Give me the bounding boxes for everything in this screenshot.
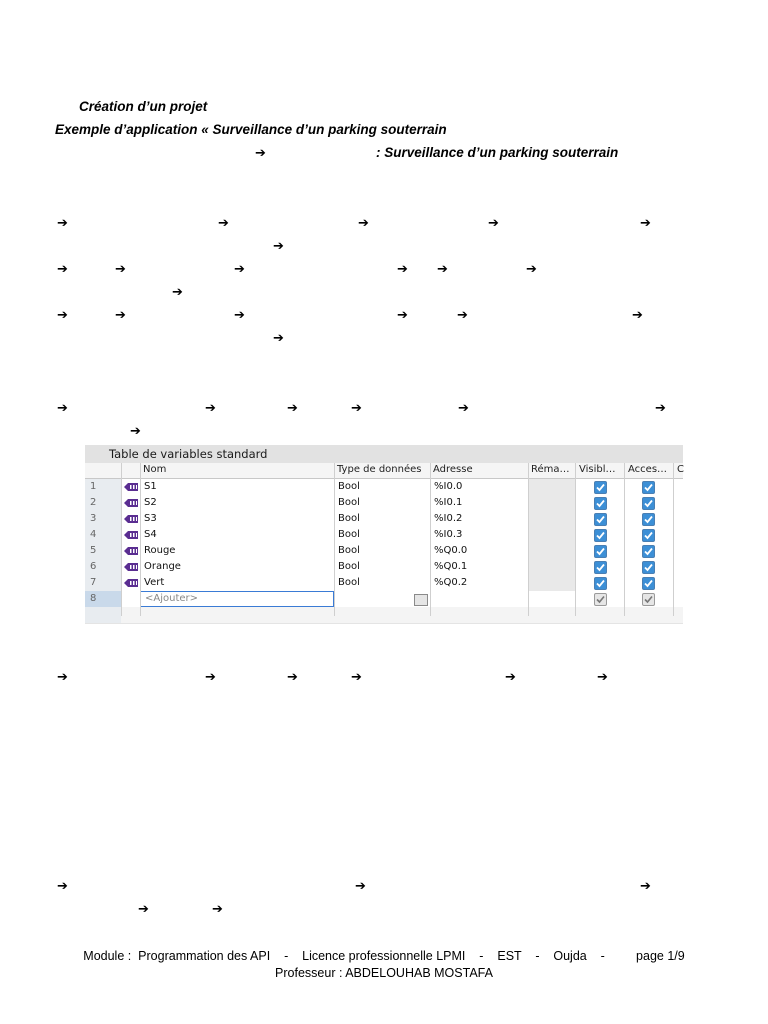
accessible-checkbox[interactable] — [642, 497, 655, 510]
col-header-accessible[interactable]: Acces… — [628, 464, 668, 475]
accessible-checkbox[interactable] — [642, 513, 655, 526]
visible-checkbox[interactable] — [594, 545, 607, 558]
footer-module-line: Module : Programmation des API - Licence professionnelle LPMI - EST - Oujda - page 1/9 — [83, 949, 685, 963]
remanence-cell[interactable] — [528, 511, 575, 527]
arrow-icon: ➔ — [255, 146, 266, 161]
heading-exemple-application: Exemple d’application « Surveillance d’un parking souterrain — [55, 122, 447, 137]
tag-type[interactable]: Bool — [338, 545, 360, 556]
tag-table — [85, 445, 683, 616]
arrow-icon: ➔ — [597, 670, 608, 685]
table-row[interactable] — [85, 543, 683, 560]
add-tag-placeholder: <Ajouter> — [145, 593, 199, 604]
arrow-icon: ➔ — [526, 262, 537, 277]
type-picker-button[interactable] — [414, 594, 428, 606]
tag-name[interactable]: Orange — [144, 561, 181, 572]
tag-icon — [124, 483, 138, 491]
arrow-icon: ➔ — [57, 262, 68, 277]
remanence-cell[interactable] — [528, 527, 575, 543]
tag-type[interactable]: Bool — [338, 577, 360, 588]
arrow-icon: ➔ — [234, 308, 245, 323]
arrow-icon: ➔ — [351, 401, 362, 416]
row-number-cell — [85, 607, 121, 623]
tag-type[interactable]: Bool — [338, 497, 360, 508]
accessible-checkbox[interactable] — [642, 529, 655, 542]
col-header-adresse[interactable]: Adresse — [433, 464, 473, 475]
tag-name[interactable]: S1 — [144, 481, 157, 492]
row-number-cell — [85, 495, 121, 511]
arrow-icon: ➔ — [57, 879, 68, 894]
arrow-icon: ➔ — [640, 879, 651, 894]
tag-type[interactable]: Bool — [338, 529, 360, 540]
arrow-icon: ➔ — [115, 262, 126, 277]
add-row[interactable] — [85, 591, 683, 608]
table-row[interactable] — [85, 575, 683, 592]
arrow-icon: ➔ — [488, 216, 499, 231]
arrow-icon: ➔ — [457, 308, 468, 323]
arrow-icon: ➔ — [234, 262, 245, 277]
arrow-icon: ➔ — [212, 902, 223, 917]
remanence-cell[interactable] — [528, 495, 575, 511]
visible-checkbox[interactable] — [594, 513, 607, 526]
table-row[interactable] — [85, 559, 683, 576]
row-number-cell — [85, 559, 121, 575]
visible-checkbox[interactable] — [594, 497, 607, 510]
tag-name[interactable]: Vert — [144, 577, 165, 588]
row-number-cell — [85, 527, 121, 543]
arrow-icon: ➔ — [57, 401, 68, 416]
col-header-nom[interactable]: Nom — [143, 464, 167, 475]
heading-creation-projet: Création d’un projet — [79, 99, 208, 114]
remanence-cell[interactable] — [528, 479, 575, 495]
add-tag-input[interactable] — [140, 591, 334, 607]
remanence-cell[interactable] — [528, 559, 575, 575]
arrow-icon: ➔ — [397, 262, 408, 277]
tag-type[interactable]: Bool — [338, 481, 360, 492]
row-number: 1 — [90, 481, 97, 492]
table-row[interactable] — [85, 479, 683, 496]
arrow-icon: ➔ — [205, 401, 216, 416]
tag-name[interactable]: Rouge — [144, 545, 176, 556]
row-number-cell — [85, 511, 121, 527]
arrow-icon: ➔ — [287, 670, 298, 685]
row-number: 6 — [90, 561, 97, 572]
tag-name[interactable]: S3 — [144, 513, 157, 524]
arrow-icon: ➔ — [57, 216, 68, 231]
tag-type[interactable]: Bool — [338, 561, 360, 572]
row-number-cell — [85, 575, 121, 591]
tag-address[interactable]: %I0.0 — [434, 481, 463, 492]
visible-checkbox[interactable] — [594, 481, 607, 494]
arrow-icon: ➔ — [458, 401, 469, 416]
arrow-icon: ➔ — [57, 308, 68, 323]
visible-checkbox[interactable] — [594, 561, 607, 574]
row-number: 8 — [90, 593, 97, 604]
tag-table-header — [85, 463, 683, 479]
accessible-checkbox[interactable] — [642, 545, 655, 558]
row-number: 3 — [90, 513, 97, 524]
tag-address[interactable]: %Q0.1 — [434, 561, 468, 572]
arrow-icon: ➔ — [115, 308, 126, 323]
arrow-icon: ➔ — [273, 331, 284, 346]
tag-icon — [124, 531, 138, 539]
empty-row — [85, 607, 683, 624]
tag-address[interactable]: %I0.2 — [434, 513, 463, 524]
col-header-remanence[interactable]: Réma… — [531, 464, 570, 475]
row-number: 2 — [90, 497, 97, 508]
arrow-icon: ➔ — [172, 285, 183, 300]
accessible-checkbox[interactable] — [642, 593, 655, 606]
arrow-icon: ➔ — [437, 262, 448, 277]
arrow-icon: ➔ — [351, 670, 362, 685]
accessible-checkbox[interactable] — [642, 481, 655, 494]
visible-checkbox[interactable] — [594, 593, 607, 606]
visible-checkbox[interactable] — [594, 577, 607, 590]
row-number: 7 — [90, 577, 97, 588]
table-row[interactable] — [85, 527, 683, 544]
heading-surveillance: : Surveillance d’un parking souterrain — [376, 145, 619, 160]
footer-professor-line: Professeur : ABDELOUHAB MOSTAFA — [275, 966, 493, 980]
arrow-icon: ➔ — [130, 424, 141, 439]
tag-name[interactable]: S2 — [144, 497, 157, 508]
arrow-icon: ➔ — [355, 879, 366, 894]
tag-icon — [124, 563, 138, 571]
arrow-icon: ➔ — [273, 239, 284, 254]
tag-icon — [124, 579, 138, 587]
arrow-icon: ➔ — [287, 401, 298, 416]
arrow-icon: ➔ — [505, 670, 516, 685]
row-number-cell — [85, 591, 121, 607]
arrow-icon: ➔ — [205, 670, 216, 685]
arrow-icon: ➔ — [655, 401, 666, 416]
table-row[interactable] — [85, 495, 683, 512]
row-number: 5 — [90, 545, 97, 556]
tag-address[interactable]: %I0.3 — [434, 529, 463, 540]
col-header-visible[interactable]: Visibl… — [579, 464, 616, 475]
accessible-checkbox[interactable] — [642, 561, 655, 574]
row-number: 4 — [90, 529, 97, 540]
tag-icon — [124, 547, 138, 555]
tag-address[interactable]: %Q0.2 — [434, 577, 468, 588]
arrow-icon: ➔ — [57, 670, 68, 685]
arrow-icon: ➔ — [138, 902, 149, 917]
tag-address[interactable]: %Q0.0 — [434, 545, 468, 556]
visible-checkbox[interactable] — [594, 529, 607, 542]
table-row[interactable] — [85, 511, 683, 528]
arrow-icon: ➔ — [358, 216, 369, 231]
arrow-icon: ➔ — [397, 308, 408, 323]
tag-table-title: Table de variables standard — [109, 447, 268, 461]
tag-table-title-bar — [85, 445, 683, 463]
row-number-cell — [85, 479, 121, 495]
col-header-c[interactable]: C — [677, 464, 684, 475]
tag-address[interactable]: %I0.1 — [434, 497, 463, 508]
tag-type[interactable]: Bool — [338, 513, 360, 524]
tag-icon — [124, 515, 138, 523]
tag-icon — [124, 499, 138, 507]
tag-name[interactable]: S4 — [144, 529, 157, 540]
arrow-icon: ➔ — [218, 216, 229, 231]
arrow-icon: ➔ — [640, 216, 651, 231]
remanence-cell[interactable] — [528, 575, 575, 591]
arrow-icon: ➔ — [632, 308, 643, 323]
row-number-cell — [85, 543, 121, 559]
remanence-cell[interactable] — [528, 543, 575, 559]
col-header-type[interactable]: Type de données — [337, 464, 422, 475]
accessible-checkbox[interactable] — [642, 577, 655, 590]
